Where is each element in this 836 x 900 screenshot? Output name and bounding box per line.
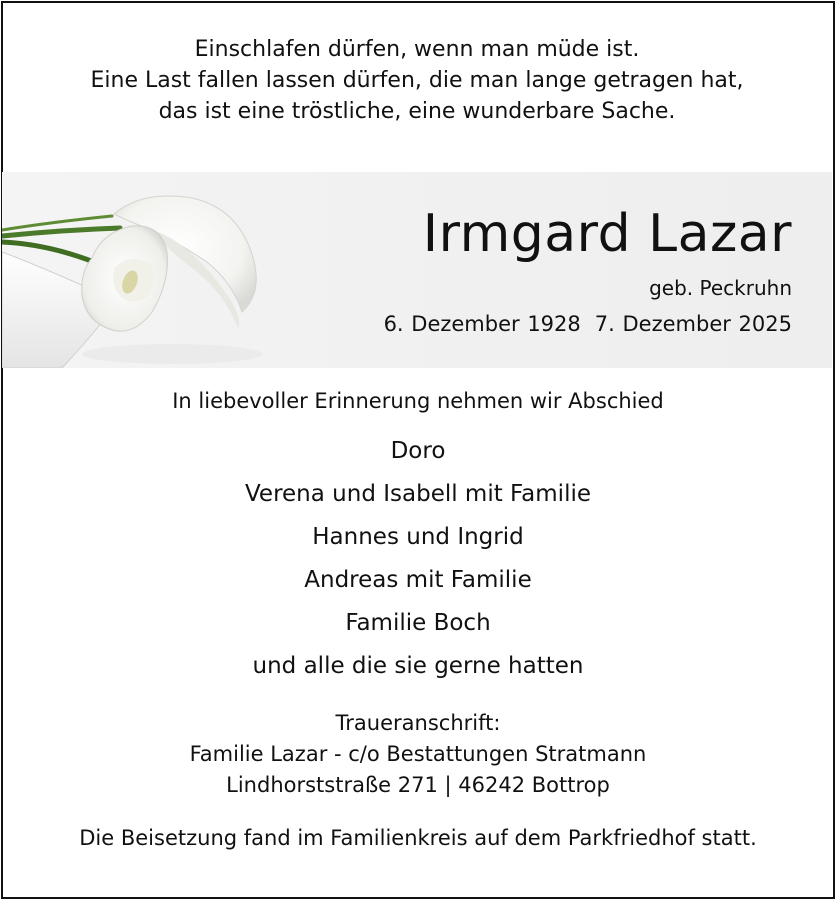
mourner: Hannes und Ingrid bbox=[312, 524, 524, 550]
deceased-name: Irmgard Lazar bbox=[422, 204, 792, 264]
mourner: Verena und Isabell mit Familie bbox=[244, 481, 591, 507]
mourner: Doro bbox=[390, 438, 446, 464]
maiden-name: geb. Peckruhn bbox=[649, 276, 792, 300]
mourning-address bbox=[0, 708, 836, 801]
life-dates bbox=[384, 312, 792, 336]
mourner: Andreas mit Familie bbox=[304, 567, 532, 593]
poem-line: Einschlafen dürfen, wenn man müde ist. bbox=[194, 37, 640, 62]
farewell-intro: In liebevoller Erinnerung nehmen wir Abschied bbox=[172, 389, 664, 413]
address-line: Lindhorststraße 271 | 46242 Bottrop bbox=[226, 773, 610, 797]
birth-date: 6. Dezember 1928 bbox=[383, 312, 581, 336]
poem-line: das ist eine tröstliche, eine wunderbare Sache. bbox=[158, 99, 676, 124]
mourner: und alle die sie gerne hatten bbox=[252, 653, 584, 679]
death-date: 7. Dezember 2025 bbox=[594, 312, 792, 336]
mourner: Familie Boch bbox=[345, 610, 491, 636]
mourners-list bbox=[0, 430, 836, 688]
poem-line: Eine Last fallen lassen dürfen, die man lange getragen hat, bbox=[90, 68, 744, 93]
name-banner bbox=[2, 172, 832, 368]
address-heading: Traueranschrift: bbox=[335, 711, 501, 735]
calla-lily-icon bbox=[2, 172, 292, 368]
burial-note: Die Beisetzung fand im Familienkreis auf dem Parkfriedhof statt. bbox=[79, 826, 757, 850]
poem bbox=[0, 34, 834, 127]
address-line: Familie Lazar - c/o Bestattungen Stratmann bbox=[189, 742, 647, 766]
